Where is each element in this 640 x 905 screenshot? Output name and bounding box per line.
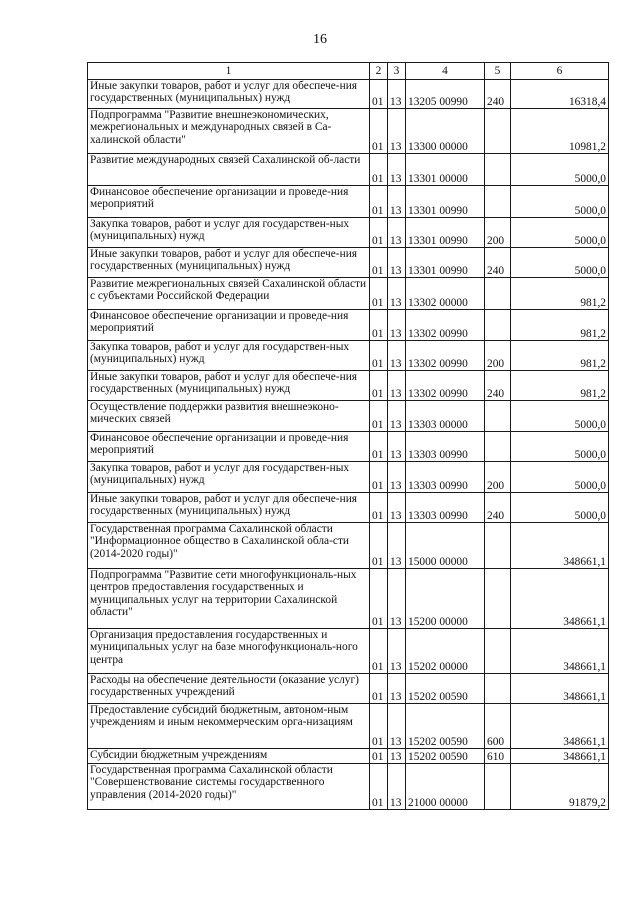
table-row (88, 371, 609, 401)
expense-type-cell (485, 629, 511, 674)
column-header-6: 6 (511, 63, 609, 80)
subsection-code-cell: 13 (388, 674, 406, 704)
column-header-3: 3 (388, 63, 406, 80)
row-name-cell: Иные закупки товаров, работ и услуг для обеспече-ния государственных (муниципальных) нужд (88, 371, 370, 401)
amount-cell: 5000,0 (511, 186, 609, 218)
table-row (88, 341, 609, 371)
subsection-code-cell: 13 (388, 764, 406, 810)
target-article-cell: 13302 00990 (406, 310, 485, 341)
amount-cell: 348661,1 (511, 749, 609, 764)
table-row (88, 674, 609, 704)
section-code-cell: 01 (370, 154, 388, 186)
column-header-4: 4 (406, 63, 485, 80)
section-code-cell: 01 (370, 218, 388, 248)
target-article-cell: 13301 00000 (406, 154, 485, 186)
section-code-cell: 01 (370, 186, 388, 218)
expense-type-cell: 610 (485, 749, 511, 764)
amount-cell: 348661,1 (511, 629, 609, 674)
target-article-cell: 15202 00590 (406, 749, 485, 764)
amount-cell: 981,2 (511, 341, 609, 371)
amount-cell: 16318,4 (511, 80, 609, 109)
section-code-cell: 01 (370, 248, 388, 278)
expense-type-cell: 240 (485, 80, 511, 109)
amount-cell: 348661,1 (511, 674, 609, 704)
amount-cell: 981,2 (511, 310, 609, 341)
target-article-cell: 13303 00000 (406, 401, 485, 432)
section-code-cell: 01 (370, 749, 388, 764)
expense-type-cell (485, 310, 511, 341)
subsection-code-cell: 13 (388, 629, 406, 674)
expense-type-cell: 240 (485, 371, 511, 401)
target-article-cell: 15200 00000 (406, 569, 485, 629)
column-header-5: 5 (485, 63, 511, 80)
row-name-cell: Организация предоставления государственных и муниципальных услуг на базе многофункциональ-ного центра (88, 629, 370, 674)
table-row (88, 749, 609, 764)
row-name-cell: Закупка товаров, работ и услуг для государствен-ных (муниципальных) нужд (88, 218, 370, 248)
budget-table (87, 62, 609, 810)
target-article-cell: 13302 00000 (406, 278, 485, 310)
row-name-cell: Подпрограмма "Развитие внешнеэкономических, межрегиональных и международных связей в Са-халинской области" (88, 109, 370, 154)
target-article-cell: 13303 00990 (406, 432, 485, 462)
amount-cell: 5000,0 (511, 401, 609, 432)
table-header-row (88, 63, 609, 80)
target-article-cell: 13303 00990 (406, 462, 485, 493)
expense-type-cell: 200 (485, 462, 511, 493)
section-code-cell: 01 (370, 80, 388, 109)
expense-type-cell: 200 (485, 218, 511, 248)
table-row (88, 493, 609, 523)
target-article-cell: 13205 00990 (406, 80, 485, 109)
row-name-cell: Финансовое обеспечение организации и проведе-ния мероприятий (88, 186, 370, 218)
amount-cell: 348661,1 (511, 569, 609, 629)
subsection-code-cell: 13 (388, 310, 406, 341)
target-article-cell: 15202 00000 (406, 629, 485, 674)
page-number: 16 (313, 32, 327, 47)
target-article-cell: 15202 00590 (406, 674, 485, 704)
row-name-cell: Осуществление поддержки развития внешнеэконо-мических связей (88, 401, 370, 432)
target-article-cell: 13302 00990 (406, 341, 485, 371)
section-code-cell: 01 (370, 432, 388, 462)
table-row (88, 523, 609, 569)
expense-type-cell (485, 278, 511, 310)
column-header-2: 2 (370, 63, 388, 80)
target-article-cell: 21000 00000 (406, 764, 485, 810)
amount-cell: 5000,0 (511, 154, 609, 186)
row-name-cell: Подпрограмма "Развитие сети многофункциональ-ных центров предоставления государственных и муниципальных услуг на территории Сахалинской области" (88, 569, 370, 629)
target-article-cell: 13301 00990 (406, 248, 485, 278)
row-name-cell: Иные закупки товаров, работ и услуг для обеспече-ния государственных (муниципальных) нужд (88, 493, 370, 523)
subsection-code-cell: 13 (388, 493, 406, 523)
amount-cell: 5000,0 (511, 493, 609, 523)
section-code-cell: 01 (370, 674, 388, 704)
row-name-cell: Закупка товаров, работ и услуг для государствен-ных (муниципальных) нужд (88, 462, 370, 493)
table-row (88, 432, 609, 462)
expense-type-cell (485, 523, 511, 569)
expense-type-cell (485, 186, 511, 218)
table-row (88, 629, 609, 674)
expense-type-cell (485, 432, 511, 462)
table-row (88, 186, 609, 218)
section-code-cell: 01 (370, 462, 388, 493)
subsection-code-cell: 13 (388, 80, 406, 109)
expense-type-cell: 240 (485, 248, 511, 278)
row-name-cell: Иные закупки товаров, работ и услуг для обеспече-ния государственных (муниципальных) нужд (88, 80, 370, 109)
subsection-code-cell: 13 (388, 749, 406, 764)
subsection-code-cell: 13 (388, 462, 406, 493)
table-row (88, 764, 609, 810)
budget-table-body (88, 63, 609, 810)
row-name-cell: Предоставление субсидий бюджетным, автоном-ным учреждениям и иным некоммерческим орга-низациям (88, 704, 370, 749)
table-row (88, 109, 609, 154)
row-name-cell: Развитие международных связей Сахалинской об-ласти (88, 154, 370, 186)
section-code-cell: 01 (370, 310, 388, 341)
table-row (88, 569, 609, 629)
row-name-cell: Развитие межрегиональных связей Сахалинской области с субъектами Российской Федерации (88, 278, 370, 310)
subsection-code-cell: 13 (388, 371, 406, 401)
table-row (88, 248, 609, 278)
table-row (88, 218, 609, 248)
row-name-cell: Субсидии бюджетным учреждениям (88, 749, 370, 764)
row-name-cell: Закупка товаров, работ и услуг для государствен-ных (муниципальных) нужд (88, 341, 370, 371)
subsection-code-cell: 13 (388, 248, 406, 278)
target-article-cell: 15000 00000 (406, 523, 485, 569)
target-article-cell: 13303 00990 (406, 493, 485, 523)
section-code-cell: 01 (370, 278, 388, 310)
section-code-cell: 01 (370, 523, 388, 569)
row-name-cell: Иные закупки товаров, работ и услуг для обеспече-ния государственных (муниципальных) нужд (88, 248, 370, 278)
expense-type-cell: 200 (485, 341, 511, 371)
section-code-cell: 01 (370, 401, 388, 432)
amount-cell: 5000,0 (511, 248, 609, 278)
section-code-cell: 01 (370, 629, 388, 674)
subsection-code-cell: 13 (388, 432, 406, 462)
subsection-code-cell: 13 (388, 186, 406, 218)
amount-cell: 348661,1 (511, 523, 609, 569)
expense-type-cell (485, 109, 511, 154)
section-code-cell: 01 (370, 493, 388, 523)
table-row (88, 80, 609, 109)
subsection-code-cell: 13 (388, 704, 406, 749)
target-article-cell: 15202 00590 (406, 704, 485, 749)
expense-type-cell: 240 (485, 493, 511, 523)
section-code-cell: 01 (370, 764, 388, 810)
row-name-cell: Государственная программа Сахалинской области "Информационное общество в Сахалинской обла-сти (2014-2020 годы)" (88, 523, 370, 569)
section-code-cell: 01 (370, 109, 388, 154)
subsection-code-cell: 13 (388, 341, 406, 371)
table-row (88, 401, 609, 432)
section-code-cell: 01 (370, 569, 388, 629)
row-name-cell: Расходы на обеспечение деятельности (оказание услуг) государственных учреждений (88, 674, 370, 704)
expense-type-cell (485, 401, 511, 432)
amount-cell: 91879,2 (511, 764, 609, 810)
row-name-cell: Финансовое обеспечение организации и проведе-ния мероприятий (88, 310, 370, 341)
subsection-code-cell: 13 (388, 218, 406, 248)
amount-cell: 981,2 (511, 371, 609, 401)
expense-type-cell (485, 764, 511, 810)
table-row (88, 462, 609, 493)
section-code-cell: 01 (370, 704, 388, 749)
row-name-cell: Государственная программа Сахалинской области "Совершенствование системы государственного управления (2014-2020 годы)" (88, 764, 370, 810)
amount-cell: 5000,0 (511, 462, 609, 493)
amount-cell: 10981,2 (511, 109, 609, 154)
expense-type-cell (485, 674, 511, 704)
table-row (88, 310, 609, 341)
subsection-code-cell: 13 (388, 278, 406, 310)
expense-type-cell (485, 569, 511, 629)
subsection-code-cell: 13 (388, 109, 406, 154)
table-row (88, 154, 609, 186)
amount-cell: 5000,0 (511, 218, 609, 248)
table-row (88, 704, 609, 749)
target-article-cell: 13301 00990 (406, 218, 485, 248)
amount-cell: 5000,0 (511, 432, 609, 462)
section-code-cell: 01 (370, 371, 388, 401)
amount-cell: 348661,1 (511, 704, 609, 749)
subsection-code-cell: 13 (388, 523, 406, 569)
target-article-cell: 13302 00990 (406, 371, 485, 401)
target-article-cell: 13301 00990 (406, 186, 485, 218)
target-article-cell: 13300 00000 (406, 109, 485, 154)
expense-type-cell (485, 154, 511, 186)
subsection-code-cell: 13 (388, 154, 406, 186)
table-row (88, 278, 609, 310)
amount-cell: 981,2 (511, 278, 609, 310)
column-header-1: 1 (88, 63, 370, 80)
subsection-code-cell: 13 (388, 401, 406, 432)
expense-type-cell: 600 (485, 704, 511, 749)
section-code-cell: 01 (370, 341, 388, 371)
subsection-code-cell: 13 (388, 569, 406, 629)
row-name-cell: Финансовое обеспечение организации и проведе-ния мероприятий (88, 432, 370, 462)
